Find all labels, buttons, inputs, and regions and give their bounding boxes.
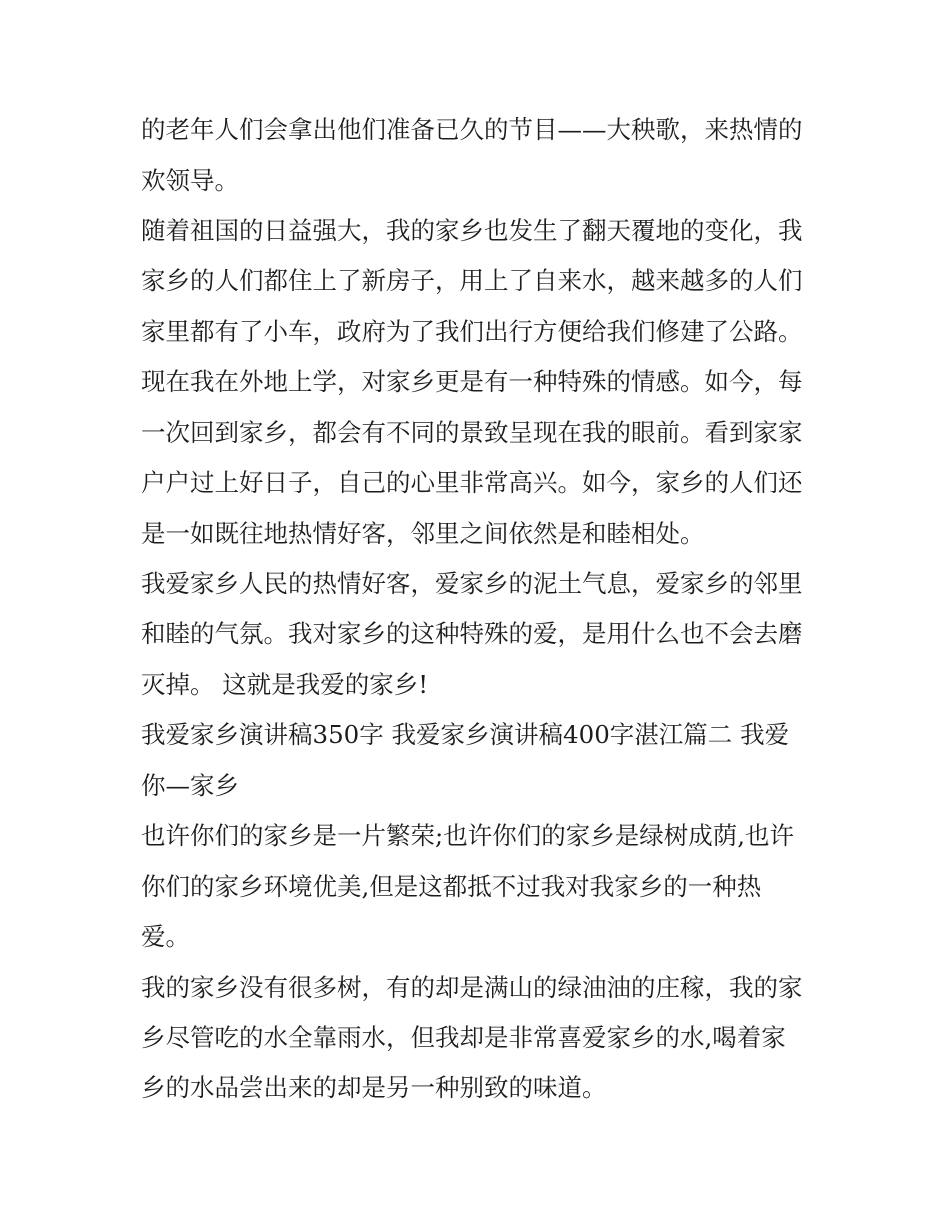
text-line: 欢领导。 [141,166,239,195]
text-line: 乡尽管吃的水全靠雨水，但我却是非常喜爱家乡的水,喝着家 [141,1023,786,1052]
text-line: 乡的水品尝出来的却是另一种别致的味道。 [141,1073,607,1102]
text-line: 现在我在外地上学，对家乡更是有一种特殊的情感。如今，每 [141,367,803,396]
text-line: 我的家乡没有很多树，有的却是满山的绿油油的庄稼，我的家 [141,973,803,1002]
section-heading-line: 我爱家乡演讲稿350字 我爱家乡演讲稿400字湛江篇二 我爱 [141,720,790,749]
text-line: 你们的家乡环境优美,但是这都抵不过我对我家乡的一种热 [141,872,762,901]
text-line: 爱。 [141,922,190,951]
text-line: 灭掉。 这就是我爱的家乡! [141,670,429,699]
section-heading-line: 你—家乡 [141,771,239,800]
text-line: 家乡的人们都住上了新房子，用上了自来水，越来越多的人们 [141,266,803,295]
text-line: 我爱家乡人民的热情好客，爱家乡的泥土气息，爱家乡的邻里 [141,569,803,598]
text-line: 和睦的气氛。我对家乡的这种特殊的爱，是用什么也不会去磨 [141,619,803,648]
text-line: 的老年人们会拿出他们准备已久的节目——大秧歌，来热情的 [141,115,803,144]
text-line: 是一如既往地热情好客，邻里之间依然是和睦相处。 [141,519,705,548]
text-line: 也许你们的家乡是一片繁荣;也许你们的家乡是绿树成荫,也许 [141,821,795,850]
text-line: 户户过上好日子，自己的心里非常高兴。如今，家乡的人们还 [141,468,803,497]
text-line: 一次回到家乡，都会有不同的景致呈现在我的眼前。看到家家 [141,418,803,447]
text-line: 随着祖国的日益强大，我的家乡也发生了翻天覆地的变化，我 [141,216,803,245]
text-line: 家里都有了小车，政府为了我们出行方便给我们修建了公路。 [141,317,803,346]
